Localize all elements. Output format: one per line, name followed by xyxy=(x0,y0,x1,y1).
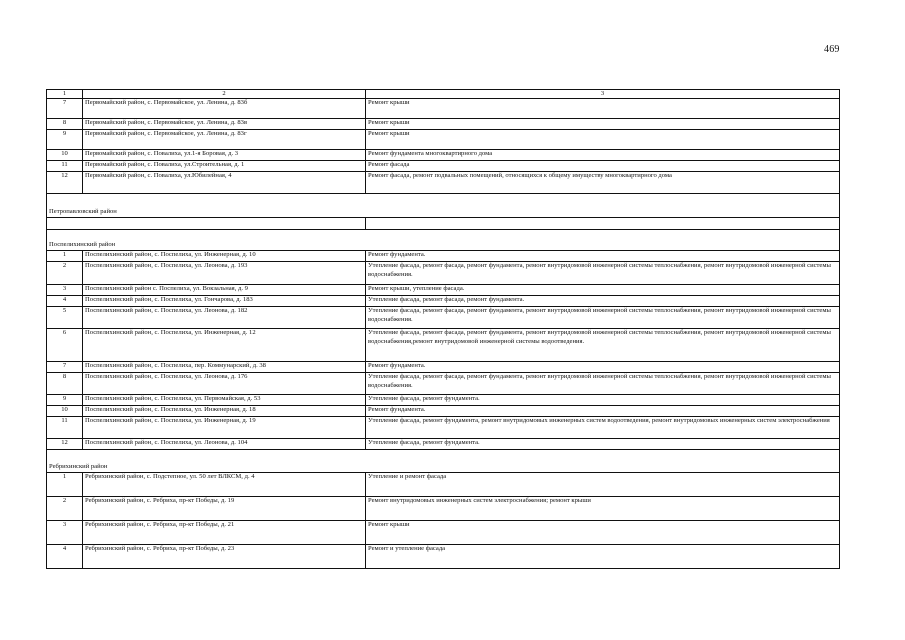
row-address: Первомайский район, с. Повалиха, ул.Юбилейная, 4 xyxy=(83,172,366,194)
row-number: 12 xyxy=(47,172,83,194)
row-address: Первомайский район, с. Первомайское, ул. Ленина, д. 83в xyxy=(83,119,366,130)
row-number: 5 xyxy=(47,307,83,329)
column-header-3: 3 xyxy=(366,90,840,99)
row-work-type: Ремонт крыши, утепление фасада. xyxy=(366,285,840,296)
table-row xyxy=(47,262,840,285)
table-row xyxy=(47,161,840,172)
row-address: Поспелихинский район, с. Поспелиха, ул. Инженерная, д. 18 xyxy=(83,406,366,417)
table-row xyxy=(47,473,840,497)
row-work-type: Ремонт крыши xyxy=(366,130,840,150)
blank-cell xyxy=(366,218,840,230)
row-work-type: Ремонт фундамента многоквартирного дома xyxy=(366,150,840,161)
row-number: 3 xyxy=(47,521,83,545)
row-number: 2 xyxy=(47,262,83,285)
column-header-2: 2 xyxy=(83,90,366,99)
table-row xyxy=(47,307,840,329)
table-row xyxy=(47,172,840,194)
table-row xyxy=(47,545,840,569)
row-number: 11 xyxy=(47,161,83,172)
row-work-type: Ремонт крыши xyxy=(366,521,840,545)
row-address: Поспелихинский район, с. Поспелиха, ул. Инженерная, д. 12 xyxy=(83,329,366,362)
row-number: 1 xyxy=(47,473,83,497)
district-heading: Ребрихинский район xyxy=(47,450,840,473)
row-address: Поспелихинский район, с. Поспелиха, ул. Леонова, д. 176 xyxy=(83,373,366,395)
row-address: Первомайский район, с. Первомайское, ул. Ленина, д. 83б xyxy=(83,99,366,119)
row-number: 4 xyxy=(47,296,83,307)
row-number: 12 xyxy=(47,439,83,450)
table-row xyxy=(47,521,840,545)
row-work-type: Ремонт фундамента. xyxy=(366,406,840,417)
table-row xyxy=(47,406,840,417)
row-address: Поспелихинский район, с. Поспелиха, пер. Коммунарский, д. 38 xyxy=(83,362,366,373)
row-address: Поспелихинский район, с. Поспелиха, ул. Леонова, д. 182 xyxy=(83,307,366,329)
table-row xyxy=(47,285,840,296)
row-address: Ребрихинский район, с. Ребриха, пр-кт Победы, д. 21 xyxy=(83,521,366,545)
district-heading-row xyxy=(47,230,840,251)
row-work-type: Ремонт фасада, ремонт подвальных помещений, относящихся к общему имуществу многоквартирного дома xyxy=(366,172,840,194)
district-heading-row xyxy=(47,450,840,473)
row-number: 7 xyxy=(47,99,83,119)
row-work-type: Утепление фасада, ремонт фасада, ремонт фундамента, ремонт внутридомовой инженерной системы теплоснабжения, ремонт внутридомовой инженерной системы водоснабжения,ремонт внутридомовой инженерной системы водоотведения. xyxy=(366,329,840,362)
row-work-type: Утепление фасада, ремонт фундамента, ремонт внутридомовых инженерных систем водоотведения, ремонт внутридомовых инженерных систем электроснабжения xyxy=(366,417,840,439)
row-number: 10 xyxy=(47,406,83,417)
row-address: Первомайский район, с. Первомайское, ул. Ленина, д. 83г xyxy=(83,130,366,150)
row-work-type: Утепление фасада, ремонт фундамента. xyxy=(366,439,840,450)
row-address: Ребрихинский район, с. Подстепное, ул. 50 лет ВЛКСМ, д. 4 xyxy=(83,473,366,497)
row-number: 3 xyxy=(47,285,83,296)
table-row xyxy=(47,99,840,119)
row-number: 9 xyxy=(47,130,83,150)
table-row xyxy=(47,497,840,521)
row-number: 1 xyxy=(47,251,83,262)
row-work-type: Ремонт фундамента. xyxy=(366,362,840,373)
row-address: Первомайский район, с. Повалиха, ул.1-я Боровая, д. 3 xyxy=(83,150,366,161)
row-address: Первомайский район, с. Повалиха, ул.Строительная, д. 1 xyxy=(83,161,366,172)
row-work-type: Утепление фасада, ремонт фасада, ремонт фундамента, ремонт внутридомовой инженерной системы теплоснабжения, ремонт внутридомовой инженерной системы водоснабжения. xyxy=(366,307,840,329)
table-row xyxy=(47,417,840,439)
table-row xyxy=(47,150,840,161)
row-number: 2 xyxy=(47,497,83,521)
table-row xyxy=(47,395,840,406)
table-row xyxy=(47,373,840,395)
row-number: 10 xyxy=(47,150,83,161)
table-row xyxy=(47,296,840,307)
repair-program-table xyxy=(46,89,840,569)
blank-row xyxy=(47,218,840,230)
row-number: 8 xyxy=(47,119,83,130)
district-heading: Петропавловский район xyxy=(47,194,840,218)
row-address: Поспелихинский район, с. Поспелиха, ул. Гончарова, д. 183 xyxy=(83,296,366,307)
table-row xyxy=(47,130,840,150)
table-body xyxy=(47,90,840,569)
row-number: 11 xyxy=(47,417,83,439)
row-address: Ребрихинский район, с. Ребриха, пр-кт Победы, д. 23 xyxy=(83,545,366,569)
blank-cell xyxy=(47,218,366,230)
row-work-type: Ремонт крыши xyxy=(366,99,840,119)
table-row xyxy=(47,119,840,130)
table-row xyxy=(47,251,840,262)
row-number: 8 xyxy=(47,373,83,395)
row-work-type: Ремонт фасада xyxy=(366,161,840,172)
row-work-type: Ремонт фундамента. xyxy=(366,251,840,262)
column-header-1: 1 xyxy=(47,90,83,99)
row-number: 4 xyxy=(47,545,83,569)
row-number: 7 xyxy=(47,362,83,373)
column-number-row xyxy=(47,90,840,99)
row-address: Поспелихинский район, с. Поспелиха, ул. Инженерная, д. 10 xyxy=(83,251,366,262)
district-heading-row xyxy=(47,194,840,218)
row-work-type: Ремонт и утепление фасада xyxy=(366,545,840,569)
district-heading: Поспелихинский район xyxy=(47,230,840,251)
table-row xyxy=(47,439,840,450)
row-work-type: Ремонт крыши xyxy=(366,119,840,130)
row-number: 9 xyxy=(47,395,83,406)
table-row xyxy=(47,329,840,362)
row-work-type: Утепление фасада, ремонт фундамента. xyxy=(366,395,840,406)
row-address: Поспелихинский район, с. Поспелиха, ул. Леонова, д. 193 xyxy=(83,262,366,285)
row-address: Поспелихинский район, с. Поспелиха, ул. Леонова, д. 104 xyxy=(83,439,366,450)
row-work-type: Утепление фасада, ремонт фасада, ремонт фундамента. xyxy=(366,296,840,307)
row-work-type: Утепление фасада, ремонт фасада, ремонт фундамента, ремонт внутридомовой инженерной системы теплоснабжения, ремонт внутридомовой инженерной системы водоснабжения. xyxy=(366,373,840,395)
page-number: 469 xyxy=(824,44,840,55)
row-number: 6 xyxy=(47,329,83,362)
row-work-type: Утепление фасада, ремонт фасада, ремонт фундамента, ремонт внутридомовой инженерной системы теплоснабжения, ремонт внутридомовой инженерной системы водоснабжения. xyxy=(366,262,840,285)
row-work-type: Утепление и ремонт фасада xyxy=(366,473,840,497)
row-address: Ребрихинский район, с. Ребриха, пр-кт Победы, д. 19 xyxy=(83,497,366,521)
row-address: Поспелихинский район с. Поспелиха, ул. Вокзальная, д. 9 xyxy=(83,285,366,296)
table-row xyxy=(47,362,840,373)
row-work-type: Ремонт внутридомовых инженерных систем электроснабжения; ремонт крыши xyxy=(366,497,840,521)
row-address: Поспелихинский район, с. Поспелиха, ул. Первомайская, д. 53 xyxy=(83,395,366,406)
row-address: Поспелихинский район, с. Поспелиха, ул. Инженерная, д. 19 xyxy=(83,417,366,439)
